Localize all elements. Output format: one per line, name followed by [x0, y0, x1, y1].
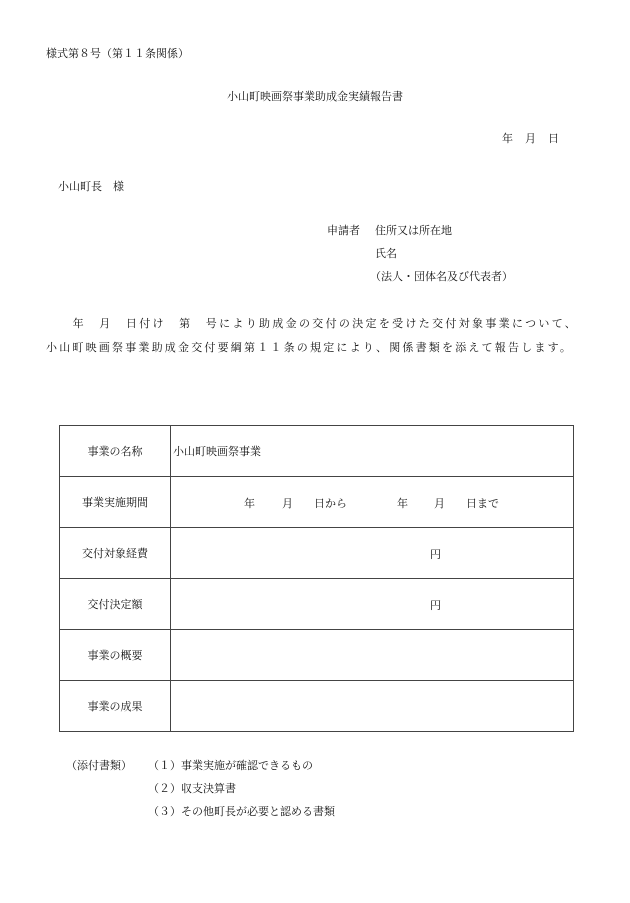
row-label: 交付対象経費 [60, 528, 171, 579]
project-name-value: 小山町映画祭事業 [171, 426, 574, 477]
period-start-month: 月 [282, 497, 293, 510]
applicant-label: 申請者 [327, 224, 360, 237]
addressee: 小山町長 様 [58, 180, 124, 193]
period-end-day: 日まで [466, 497, 499, 510]
period-start-day: 日から [314, 497, 347, 510]
attachment-item: （３）その他町長が必要と認める書類 [148, 805, 335, 818]
table-row [60, 681, 574, 732]
yen-unit: 円 [430, 548, 441, 561]
applicant-address-label: 住所又は所在地 [375, 224, 452, 237]
period-end-year: 年 [397, 497, 408, 510]
attachments-label: （添付書類） [66, 759, 132, 772]
row-label: 事業の概要 [60, 630, 171, 681]
project-results-value [171, 681, 574, 732]
report-table [59, 425, 574, 732]
row-label: 事業実施期間 [60, 477, 171, 528]
date-day: 日 [548, 132, 559, 145]
decided-amount-cell [171, 579, 574, 630]
project-summary-value [171, 630, 574, 681]
table-row [60, 630, 574, 681]
row-label: 事業の名称 [60, 426, 171, 477]
form-number: 様式第８号（第１１条関係） [46, 47, 189, 60]
date-year: 年 [502, 132, 513, 145]
table-row [60, 528, 574, 579]
report-body-text: 年 月 日付け 第 号により助成金の交付の決定を受けた交付対象事業について、小山町映画祭事業助成金交付要綱第１１条の規定により、関係書類を添えて報告します。 [46, 317, 578, 354]
date-month: 月 [525, 132, 536, 145]
table-row [60, 579, 574, 630]
yen-unit: 円 [430, 599, 441, 612]
row-label: 交付決定額 [60, 579, 171, 630]
row-label: 事業の成果 [60, 681, 171, 732]
project-period-cell [171, 477, 574, 528]
table-row [60, 477, 574, 528]
eligible-cost-cell [171, 528, 574, 579]
applicant-corporate-note: （法人・団体名及び代表者） [370, 270, 513, 283]
attachment-item: （１）事業実施が確認できるもの [148, 759, 313, 772]
document-title: 小山町映画祭事業助成金実績報告書 [227, 90, 403, 103]
period-start-year: 年 [244, 497, 255, 510]
table-row [60, 426, 574, 477]
period-end-month: 月 [434, 497, 445, 510]
applicant-name-label: 氏名 [375, 247, 397, 260]
attachment-item: （２）収支決算書 [148, 782, 236, 795]
date-line [502, 130, 559, 146]
